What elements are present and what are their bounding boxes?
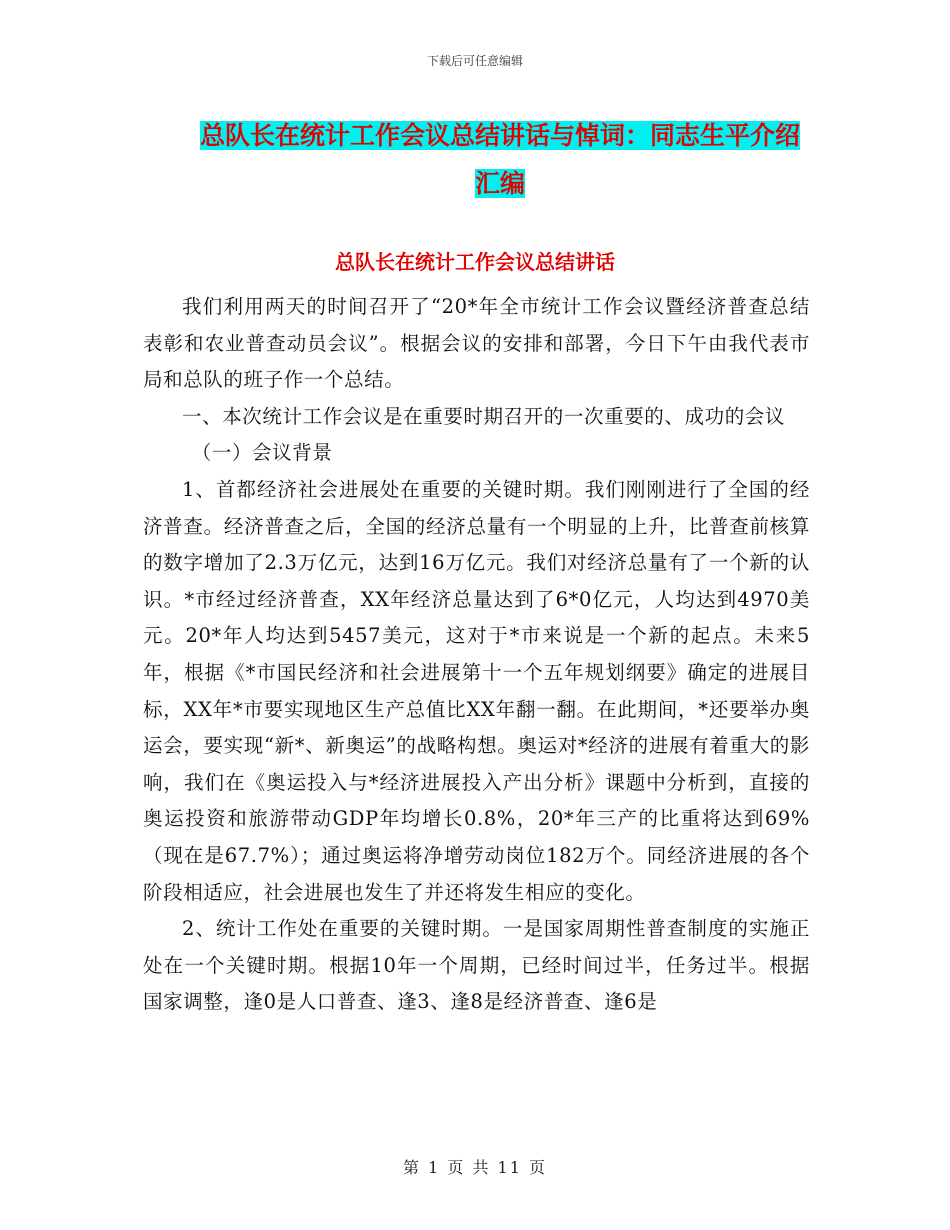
heading-part-one: 一、本次统计工作会议是在重要时期召开的一次重要的、成功的会议 <box>182 404 786 428</box>
document-title <box>190 112 810 208</box>
paragraph-point-1: 1、首都经济社会进展处在重要的关键时期。我们刚刚进行了全国的经济普查。经济普查之后，全国的经济总量有一个明显的上升，比普查前核算的数字增加了2.3万亿元，达到16万亿元。我们对经济总量有了一个新的认识。*市经过经济普查，XX年经济总量达到了6*0亿元，人均达到4970美元。20*年人均达到5457美元，这对于*市来说是一个新的起点。未来5年，根据《*市国民经济和社会进展第十一个五年规划纲要》确定的进展目标，XX年*市要实现地区生产总值比XX年翻一翻。在此期间，*还要举办奥运会，要实现“新*、新奥运”的战略构想。奥运对*经济的进展有着重大的影响，我们在《奥运投入与*经济进展投入产出分析》课题中分析到，直接的奥运投资和旅游带动GDP年均增长0.8%，20*年三产的比重将达到69%（现在是67.7%）；通过奥运将净增劳动岗位182万个。同经济进展的各个阶段相适应，社会进展也发生了并还将发生相应的变化。 <box>143 477 810 904</box>
paragraph-point-2: 2、统计工作处在重要的关键时期。一是国家周期性普查制度的实施正处在一个关键时期。根据10年一个周期，已经时间过半，任务过半。根据国家调整，逢0是人口普查、逢3、逢8是经济普查、逢6是 <box>143 917 810 1014</box>
section-title: 总队长在统计工作会议总结讲话 <box>335 250 615 274</box>
paragraph-intro: 我们利用两天的时间召开了“20*年全市统计工作会议暨经济普查总结表彰和农业普查动员会议”。根据会议的安排和部署，今日下午由我代表市局和总队的班子作一个总结。 <box>143 295 810 392</box>
document-body <box>143 289 810 1021</box>
header-note: 下载后可任意编辑 <box>426 54 523 68</box>
document-title-text: 总队长在统计工作会议总结讲话与悼词：同志生平介绍汇编 <box>199 121 800 198</box>
subheading-background: （一）会议背景 <box>191 441 333 465</box>
page-number-footer: 第 1 页 共 11 页 <box>403 1158 547 1177</box>
